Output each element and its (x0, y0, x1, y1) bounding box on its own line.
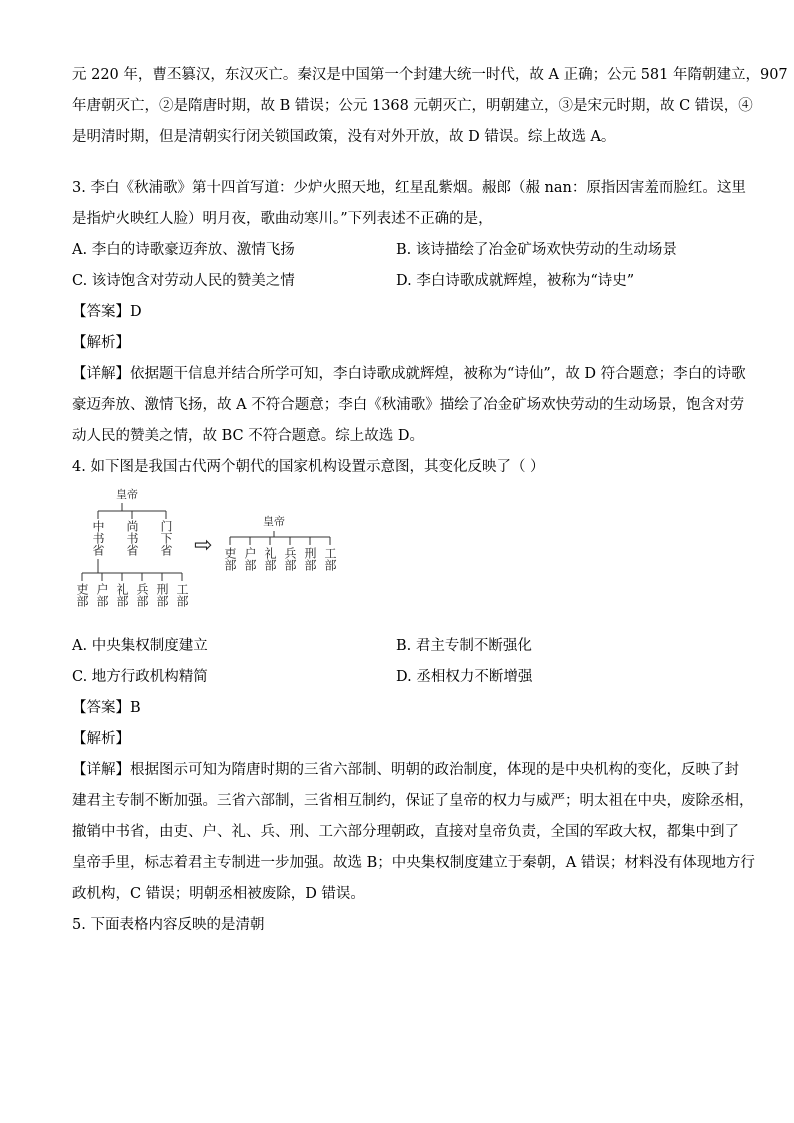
question-5 (72, 910, 724, 941)
option-a: A. 中央集权制度建立 (72, 638, 208, 654)
question-stem: 是指炉火映红人脸）明月夜，歌曲动寒川。”下列表述不正确的是， (72, 211, 493, 227)
question-stem: 5. 下面表格内容反映的是清朝 (72, 917, 265, 933)
text-line: 年唐朝灭亡，②是隋唐时期，故 B 错误；公元 1368 元朝灭亡，明朝建立，③是宋元时期，故 C 错误，④ (72, 98, 753, 114)
detail-line: 【详解】根据图示可知为隋唐时期的三省六部制、明朝的政治制度，体现的是中央机构的变化，反映了封 (72, 762, 739, 778)
analysis-label: 【解析】 (72, 731, 130, 747)
detail-line: 豪迈奔放、激情飞扬，故 A 不符合题意；李白《秋浦歌》描绘了冶金矿场欢快劳动的生动场景，饱含对劳 (72, 397, 745, 413)
left-ministry-li: 吏部 (75, 583, 89, 607)
answer: 【答案】B (72, 700, 141, 716)
option-d: D. 丞相权力不断增强 (396, 669, 533, 685)
question-stem: 4. 如下图是我国古代两个朝代的国家机构设置示意图，其变化反映了（ ） (72, 459, 545, 475)
document-page (72, 60, 788, 941)
left-ministry-gong: 工部 (175, 583, 189, 607)
text-line: 是明清时期，但是清朝实行闭关锁国政策，没有对外开放，故 D 错误。综上故选 A。 (72, 129, 616, 145)
options (72, 235, 724, 297)
left-ministry-bing: 兵部 (135, 583, 149, 607)
question-4 (72, 452, 755, 910)
right-emperor-label: 皇帝 (263, 515, 285, 528)
question-stem: 3. 李白《秋浦歌》第十四首写道：少炉火照天地，红星乱紫烟。赧郎（赧 nan：原指因害羞而脸红。这里 (72, 180, 746, 196)
option-a: A. 李白的诗歌豪迈奔放、激情飞扬 (72, 242, 295, 258)
right-ministry-li: 吏部 (223, 547, 237, 571)
right-ministry-li2: 礼部 (263, 547, 277, 571)
option-c: C. 地方行政机构精简 (72, 669, 208, 685)
previous-explanation (72, 60, 788, 153)
institution-diagram (74, 487, 374, 625)
detail-line: 【详解】依据题干信息并结合所学可知，李白诗歌成就辉煌，被称为“诗仙”，故 D 符合题意；李白的诗歌 (72, 366, 746, 382)
detail-line: 动人民的赞美之情，故 BC 不符合题意。综上故选 D。 (72, 428, 424, 444)
option-c: C. 该诗饱含对劳动人民的赞美之情 (72, 273, 295, 289)
right-ministry-gong: 工部 (323, 547, 337, 571)
province-shangshu: 尚书省 (125, 520, 139, 556)
detail-line: 皇帝手里，标志着君主专制进一步加强。故选 B；中央集权制度建立于秦朝，A 错误；材料没有体现地方行 (72, 855, 755, 871)
province-menxia: 门下省 (159, 520, 173, 556)
option-d: D. 李白诗歌成就辉煌，被称为“诗史” (396, 273, 635, 289)
detail-line: 建君主专制不断加强。三省六部制，三省相互制约，保证了皇帝的权力与威严；明太祖在中央，废除丞相， (72, 793, 754, 809)
left-emperor-label: 皇帝 (116, 488, 138, 501)
analysis-label: 【解析】 (72, 335, 130, 351)
options (72, 631, 724, 693)
option-b: B. 该诗描绘了冶金矿场欢快劳动的生动场景 (396, 242, 677, 258)
right-ministry-xing: 刑部 (303, 547, 317, 571)
transition-arrow-icon: ⇨ (194, 533, 213, 558)
left-ministry-li2: 礼部 (115, 583, 129, 607)
left-ministry-xing: 刑部 (155, 583, 169, 607)
question-3 (72, 173, 746, 452)
right-ministry-bing: 兵部 (283, 547, 297, 571)
right-ministry-hu: 户部 (243, 547, 257, 571)
left-ministry-hu: 户部 (95, 583, 109, 607)
answer: 【答案】D (72, 304, 142, 320)
option-b: B. 君主专制不断强化 (396, 638, 532, 654)
province-zhongshu: 中书省 (91, 520, 105, 556)
detail-line: 政机构，C 错误；明朝丞相被废除，D 错误。 (72, 886, 365, 902)
text-line: 元 220 年，曹丕篡汉，东汉灭亡。秦汉是中国第一个封建大统一时代，故 A 正确；公元 581 年隋朝建立，907 (72, 67, 788, 83)
detail-line: 撤销中书省，由吏、户、礼、兵、刑、工六部分理朝政，直接对皇帝负责，全国的军政大权，都集中到了 (72, 824, 739, 840)
